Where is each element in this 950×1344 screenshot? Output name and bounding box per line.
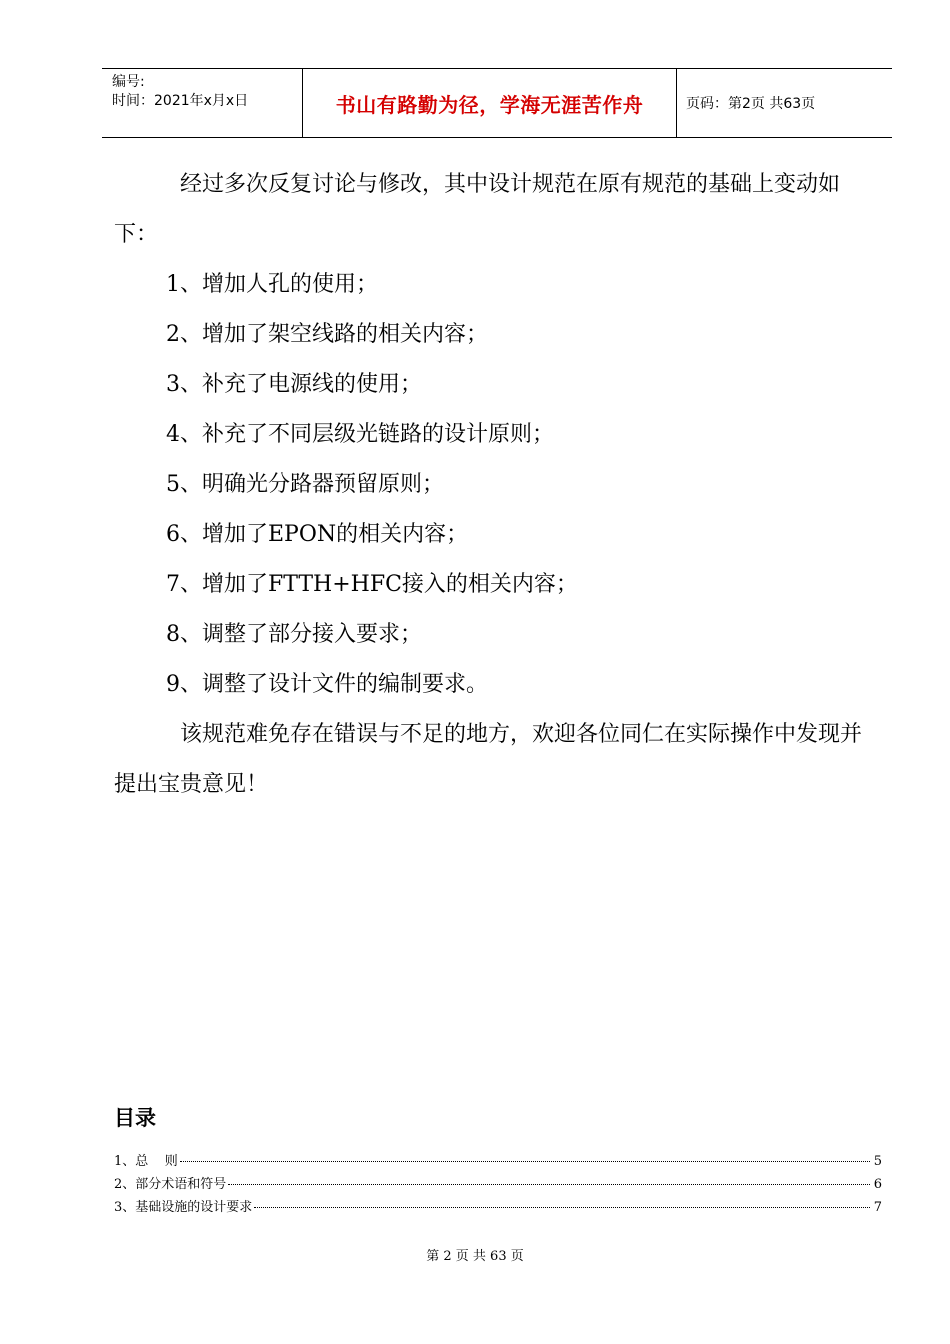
list-item: 5、明确光分路器预留原则； [166,472,444,497]
toc-leader-dots [228,1184,870,1185]
header-motto: 书山有路勤为径，学海无涯苦作舟 [303,69,677,137]
serial-label: 编号: [112,74,145,90]
toc-title: 目录 [114,1106,156,1130]
header-page-code: 页码：第2页 共63页 [686,96,816,112]
list-item: 1、增加人孔的使用； [166,272,378,297]
toc-entry-page: 5 [873,1154,882,1169]
toc-entry-label: 2、部分术语和符号 [114,1177,227,1192]
toc-leader-dots [180,1161,870,1162]
toc-leader-dots [254,1207,870,1208]
toc-entry-page: 7 [873,1200,882,1215]
toc-entry[interactable] [114,1150,882,1173]
page-footer: 第 2 页 共 63 页 [426,1249,524,1264]
list-item: 8、调整了部分接入要求； [166,622,422,647]
list-item: 9、调整了设计文件的编制要求。 [166,672,488,697]
toc-entry-page: 6 [873,1177,882,1192]
intro-paragraph: 经过多次反复讨论与修改，其中设计规范在原有规范的基础上变动如下： [114,172,841,247]
list-item: 3、补充了电源线的使用； [166,372,422,397]
document-header [102,68,892,138]
toc-entry[interactable] [114,1173,882,1196]
body-text [114,160,882,810]
list-item: 4、补充了不同层级光链路的设计原则； [166,422,554,447]
header-meta [102,69,303,137]
time-label: 时间：2021年x月x日 [112,93,249,109]
list-item: 2、增加了架空线路的相关内容； [166,322,488,347]
toc-entry[interactable] [114,1196,882,1219]
toc-entry-label: 1、总 则 [114,1154,178,1169]
table-of-contents [114,1150,882,1219]
list-item: 6、增加了EPON的相关内容； [166,522,469,547]
list-item: 7、增加了FTTH+HFC接入的相关内容； [166,572,578,597]
toc-entry-label: 3、基础设施的设计要求 [114,1200,253,1215]
closing-paragraph: 该规范难免存在错误与不足的地方，欢迎各位同仁在实际操作中发现并提出宝贵意见！ [114,722,863,797]
